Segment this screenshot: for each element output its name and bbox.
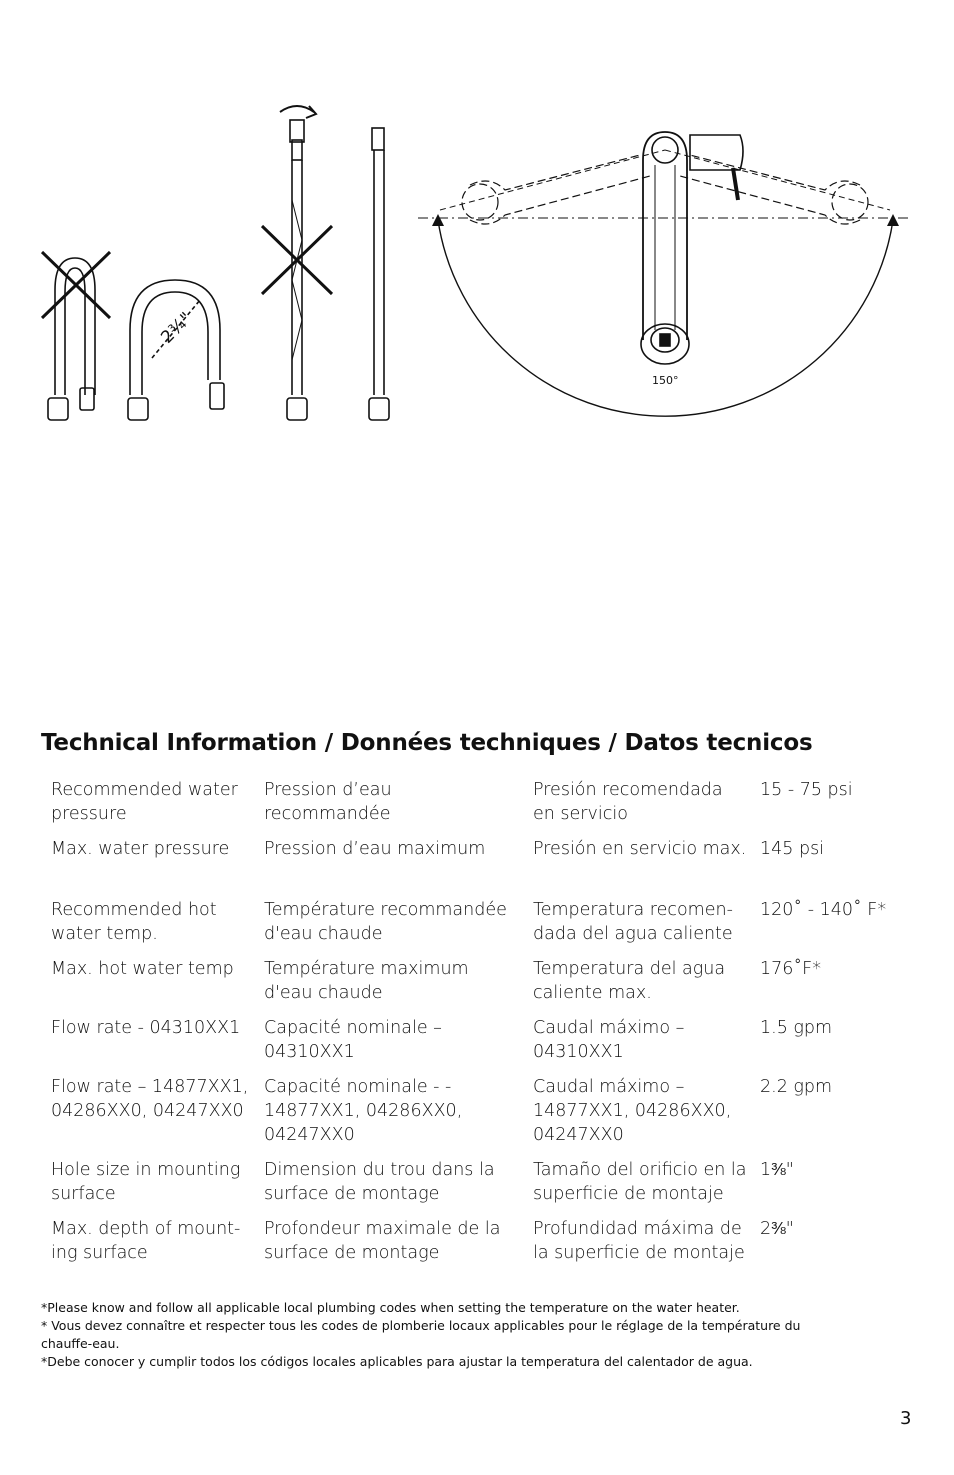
footnote-french: * Vous devez connaître et respecter tous les codes de plomberie locaux applicables pour le réglage de la température du chauffe-eau. xyxy=(41,1318,801,1351)
spanish-label: Presión recomendada en servicio xyxy=(533,780,723,824)
spec-value: 2⅜" xyxy=(760,1219,794,1239)
english-label: Recommended water pressure xyxy=(51,780,238,824)
french-label: Capacité nominale - - 14877XX1, 04286XX0, 04247XX0 xyxy=(264,1077,463,1145)
table-row xyxy=(45,1075,906,1158)
table-row xyxy=(45,957,906,1016)
french-label: Pression d’eau recommandée xyxy=(264,780,392,824)
hose-bend-radius-figure xyxy=(128,280,224,420)
english-label: Max. hot water temp xyxy=(51,959,234,979)
footnote-english: *Please know and follow all applicable local plumbing codes when setting the temperature on the water heater. xyxy=(41,1300,740,1315)
table-row xyxy=(45,1016,906,1075)
installation-illustrations xyxy=(0,0,954,440)
section-title: Technical Information / Données techniques / Datos tecnicos xyxy=(41,730,813,756)
french-label: Profondeur maximale de la surface de montage xyxy=(264,1219,501,1263)
spanish-label: Tamaño del orificio en la superficie de montaje xyxy=(533,1160,747,1204)
hose-straight-figure xyxy=(369,128,389,420)
spanish-label: Caudal máximo – 04310XX1 xyxy=(533,1018,685,1062)
french-label: Température maximum d'eau chaude xyxy=(264,959,469,1003)
french-label: Capacité nominale – 04310XX1 xyxy=(264,1018,442,1062)
english-label: Hole size in mounting surface xyxy=(51,1160,241,1204)
table-row xyxy=(45,778,906,837)
hose-twisted-figure xyxy=(262,106,332,420)
page-number: 3 xyxy=(900,1408,912,1429)
spanish-label: Temperatura recomen-dada del agua caliente xyxy=(533,900,733,944)
table-row xyxy=(45,1158,906,1217)
english-label: Flow rate – 14877XX1, 04286XX0, 04247XX0 xyxy=(51,1077,249,1121)
english-label: Recommended hot water temp. xyxy=(51,900,217,944)
footnote-spanish: *Debe conocer y cumplir todos los códigos locales aplicables para ajustar la temperatura del calentador de agua. xyxy=(41,1354,753,1369)
english-label: Flow rate - 04310XX1 xyxy=(51,1018,241,1038)
french-label: Pression d’eau maximum xyxy=(264,839,486,859)
french-label: Dimension du trou dans la surface de montage xyxy=(264,1160,495,1204)
technical-info-table xyxy=(45,778,906,1276)
spanish-label: Temperatura del agua caliente max. xyxy=(533,959,726,1003)
hose-and-swivel-diagram xyxy=(0,0,954,440)
table-row xyxy=(45,1217,906,1276)
spec-value: 1.5 gpm xyxy=(760,1018,833,1038)
hose-too-tight-figure xyxy=(42,252,110,420)
spec-value: 2.2 gpm xyxy=(760,1077,833,1097)
spanish-label: Presión en servicio max. xyxy=(533,839,747,859)
table-row xyxy=(45,837,906,898)
table-row xyxy=(45,898,906,957)
hose-dimension-label: 2¾" xyxy=(157,308,197,348)
spanish-label: Profundidad máxima de la superficie de montaje xyxy=(533,1219,745,1263)
swivel-angle-label: 150° xyxy=(652,374,679,387)
french-label: Température recommandée d'eau chaude xyxy=(264,900,507,944)
spec-value: 145 psi xyxy=(760,839,825,859)
spec-value: 1⅜" xyxy=(760,1160,794,1180)
english-label: Max. depth of mount-ing surface xyxy=(51,1219,241,1263)
spec-value: 15 - 75 psi xyxy=(760,780,853,800)
spec-value: 120˚ - 140˚ F* xyxy=(760,900,887,920)
footnotes xyxy=(41,1299,841,1371)
spec-value: 176˚F* xyxy=(760,959,821,979)
spanish-label: Caudal máximo – 14877XX1, 04286XX0, 04247XX0 xyxy=(533,1077,732,1145)
english-label: Max. water pressure xyxy=(51,839,230,859)
